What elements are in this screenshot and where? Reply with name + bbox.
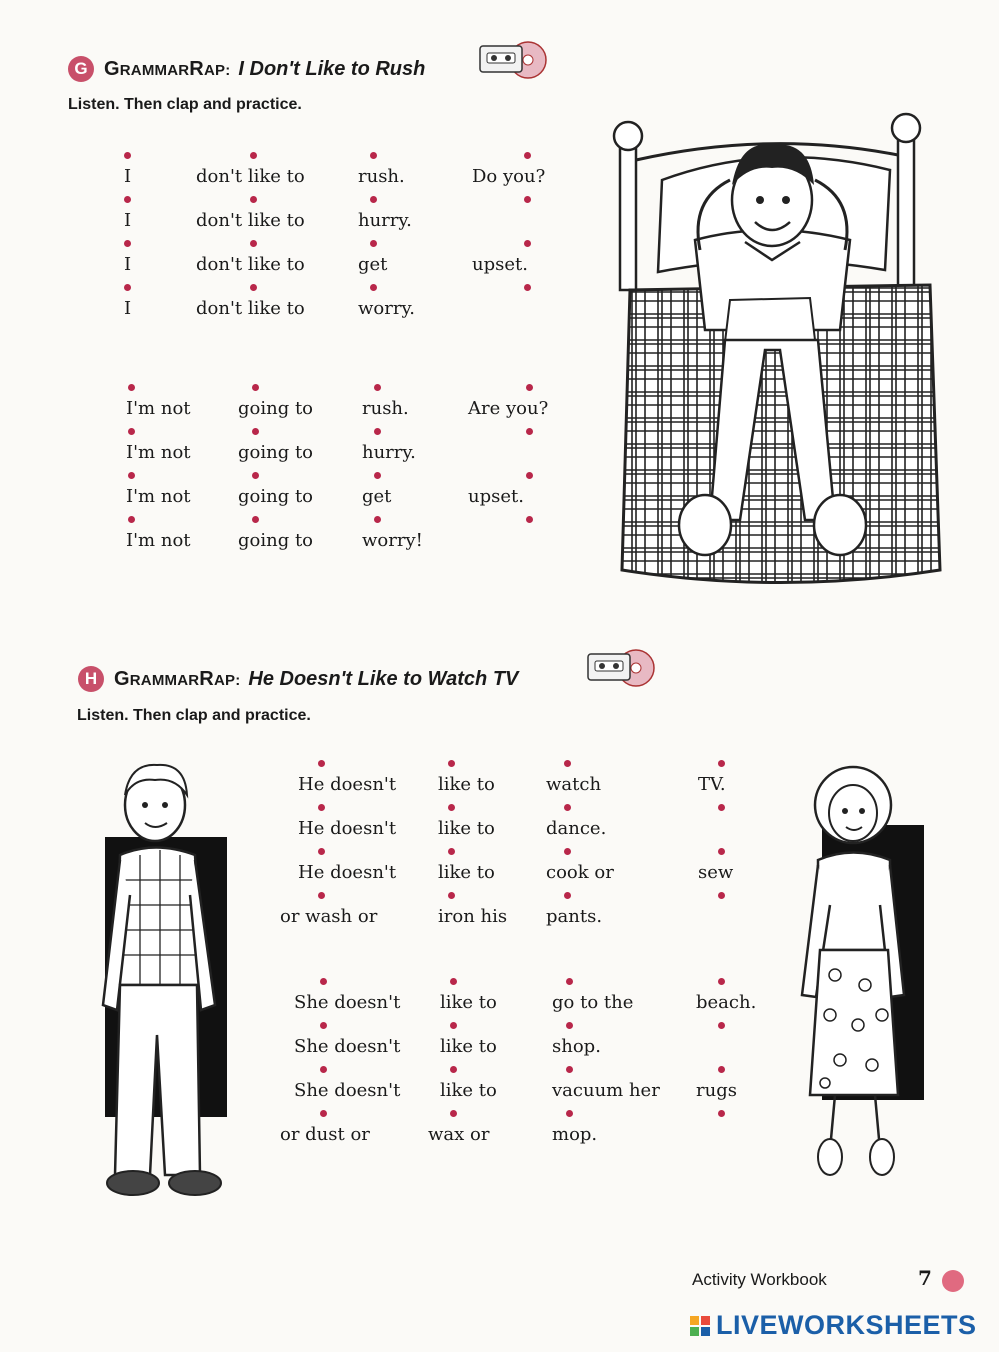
- rap-word: He doesn't: [298, 774, 397, 795]
- beat-dot: [318, 804, 325, 811]
- rap-word: She doesn't: [294, 1036, 401, 1057]
- beat-dot: [320, 1066, 327, 1073]
- beat-dot: [450, 1022, 457, 1029]
- rap-word: wax or: [428, 1124, 490, 1145]
- beat-dot: [250, 196, 257, 203]
- beat-dot: [320, 1022, 327, 1029]
- beat-dot: [124, 152, 131, 159]
- beat-dot: [718, 1066, 725, 1073]
- rap-word: like to: [440, 1080, 497, 1101]
- beat-dot: [128, 472, 135, 479]
- beat-dot: [374, 472, 381, 479]
- beat-dot: [374, 384, 381, 391]
- rap-word: She doesn't: [294, 992, 401, 1013]
- rap-word: hurry.: [358, 210, 412, 231]
- rap-word: going to: [238, 442, 314, 463]
- rap-word: or wash or: [280, 906, 378, 927]
- rap-word: vacuum her: [552, 1080, 660, 1101]
- liveworksheets-brand-text: LIVEWORKSHEETS: [716, 1310, 977, 1340]
- rap-word: I'm not: [126, 442, 191, 463]
- beat-dot: [374, 516, 381, 523]
- rap-word: get: [362, 486, 392, 507]
- rap-word: worry!: [362, 530, 423, 551]
- beat-dot: [718, 804, 725, 811]
- rap-word: I: [124, 166, 132, 187]
- beat-dot: [718, 1110, 725, 1117]
- beat-dot: [250, 152, 257, 159]
- woman-illustration: [790, 765, 935, 1185]
- beat-dot: [564, 892, 571, 899]
- rap-word: I: [124, 298, 132, 319]
- section-h-header: [78, 666, 518, 692]
- beat-dot: [526, 428, 533, 435]
- rap-word: get: [358, 254, 388, 275]
- rap-word: like to: [438, 862, 495, 883]
- beat-dot: [318, 892, 325, 899]
- beat-dot: [526, 516, 533, 523]
- beat-dot: [252, 472, 259, 479]
- beat-dot: [718, 760, 725, 767]
- section-h-badge: H: [78, 666, 104, 692]
- beat-dot: [252, 428, 259, 435]
- section-h-label: GRAMMARRAP:: [114, 667, 241, 690]
- beat-dot: [318, 848, 325, 855]
- rap-word: mop.: [552, 1124, 598, 1145]
- rap-word: upset.: [472, 254, 528, 275]
- rap-word: like to: [440, 992, 497, 1013]
- section-g-badge: G: [68, 56, 94, 82]
- rap-word: rush.: [362, 398, 409, 419]
- section-g-title: I Don't Like to Rush: [238, 57, 426, 80]
- rap-word: don't like to: [196, 166, 305, 187]
- beat-dot: [124, 284, 131, 291]
- section-h-title: He Doesn't Like to Watch TV: [248, 667, 519, 690]
- rap-word: don't like to: [196, 298, 305, 319]
- beat-dot: [524, 152, 531, 159]
- rap-word: beach.: [696, 992, 757, 1013]
- beat-dot: [564, 848, 571, 855]
- rap-word: pants.: [546, 906, 603, 927]
- beat-dot: [448, 892, 455, 899]
- beat-dot: [718, 848, 725, 855]
- beat-dot: [718, 1022, 725, 1029]
- rap-word: going to: [238, 530, 314, 551]
- beat-dot: [320, 978, 327, 985]
- beat-dot: [566, 1110, 573, 1117]
- beat-dot: [450, 978, 457, 985]
- rap-word: I: [124, 254, 132, 275]
- beat-dot: [448, 760, 455, 767]
- beat-dot: [566, 1022, 573, 1029]
- rap-word: dance.: [546, 818, 607, 839]
- beat-dot: [250, 284, 257, 291]
- beat-dot: [526, 472, 533, 479]
- rap-word: shop.: [552, 1036, 601, 1057]
- beat-dot: [526, 384, 533, 391]
- rap-word: rush.: [358, 166, 405, 187]
- footer-book-title: Activity Workbook: [692, 1270, 827, 1289]
- boy-in-bed-illustration: [600, 100, 970, 595]
- rap-word: going to: [238, 398, 314, 419]
- section-g-header: [68, 56, 425, 82]
- beat-dot: [448, 848, 455, 855]
- rap-word: Do you?: [472, 166, 546, 187]
- beat-dot: [318, 760, 325, 767]
- cassette-audio-icon[interactable]: [478, 38, 548, 80]
- beat-dot: [252, 516, 259, 523]
- liveworksheets-logo-icon: [690, 1316, 710, 1336]
- beat-dot: [564, 760, 571, 767]
- beat-dot: [124, 196, 131, 203]
- rap-word: like to: [438, 774, 495, 795]
- section-g-instruction: Listen. Then clap and practice.: [68, 96, 302, 113]
- beat-dot: [250, 240, 257, 247]
- cassette-audio-icon[interactable]: [586, 646, 656, 688]
- rap-word: He doesn't: [298, 862, 397, 883]
- beat-dot: [128, 516, 135, 523]
- beat-dot: [564, 804, 571, 811]
- rap-word: sew: [698, 862, 734, 883]
- rap-word: I'm not: [126, 530, 191, 551]
- rap-word: hurry.: [362, 442, 416, 463]
- rap-word: I: [124, 210, 132, 231]
- beat-dot: [718, 978, 725, 985]
- page-number: 7: [918, 1266, 932, 1290]
- page-number-circle: [942, 1270, 964, 1292]
- rap-word: like to: [438, 818, 495, 839]
- rap-word: I'm not: [126, 398, 191, 419]
- rap-word: She doesn't: [294, 1080, 401, 1101]
- section-h-instruction: Listen. Then clap and practice.: [77, 707, 311, 724]
- beat-dot: [448, 804, 455, 811]
- section-g-label: GRAMMARRAP:: [104, 57, 231, 80]
- beat-dot: [718, 892, 725, 899]
- beat-dot: [320, 1110, 327, 1117]
- rap-word: going to: [238, 486, 314, 507]
- rap-word: cook or: [546, 862, 614, 883]
- beat-dot: [566, 978, 573, 985]
- beat-dot: [566, 1066, 573, 1073]
- man-illustration: [95, 755, 245, 1205]
- beat-dot: [370, 284, 377, 291]
- beat-dot: [370, 240, 377, 247]
- rap-word: don't like to: [196, 210, 305, 231]
- rap-word: don't like to: [196, 254, 305, 275]
- rap-word: like to: [440, 1036, 497, 1057]
- beat-dot: [450, 1110, 457, 1117]
- beat-dot: [450, 1066, 457, 1073]
- beat-dot: [370, 152, 377, 159]
- beat-dot: [124, 240, 131, 247]
- rap-word: upset.: [468, 486, 524, 507]
- beat-dot: [370, 196, 377, 203]
- beat-dot: [524, 240, 531, 247]
- beat-dot: [524, 196, 531, 203]
- beat-dot: [128, 428, 135, 435]
- beat-dot: [524, 284, 531, 291]
- beat-dot: [252, 384, 259, 391]
- rap-word: watch: [546, 774, 602, 795]
- rap-word: He doesn't: [298, 818, 397, 839]
- rap-word: rugs: [696, 1080, 737, 1101]
- rap-word: TV.: [698, 774, 726, 795]
- rap-word: Are you?: [468, 398, 549, 419]
- beat-dot: [374, 428, 381, 435]
- rap-word: I'm not: [126, 486, 191, 507]
- liveworksheets-logo[interactable]: [690, 1310, 977, 1341]
- rap-word: go to the: [552, 992, 634, 1013]
- rap-word: or dust or: [280, 1124, 370, 1145]
- rap-word: iron his: [438, 906, 508, 927]
- rap-word: worry.: [358, 298, 415, 319]
- beat-dot: [128, 384, 135, 391]
